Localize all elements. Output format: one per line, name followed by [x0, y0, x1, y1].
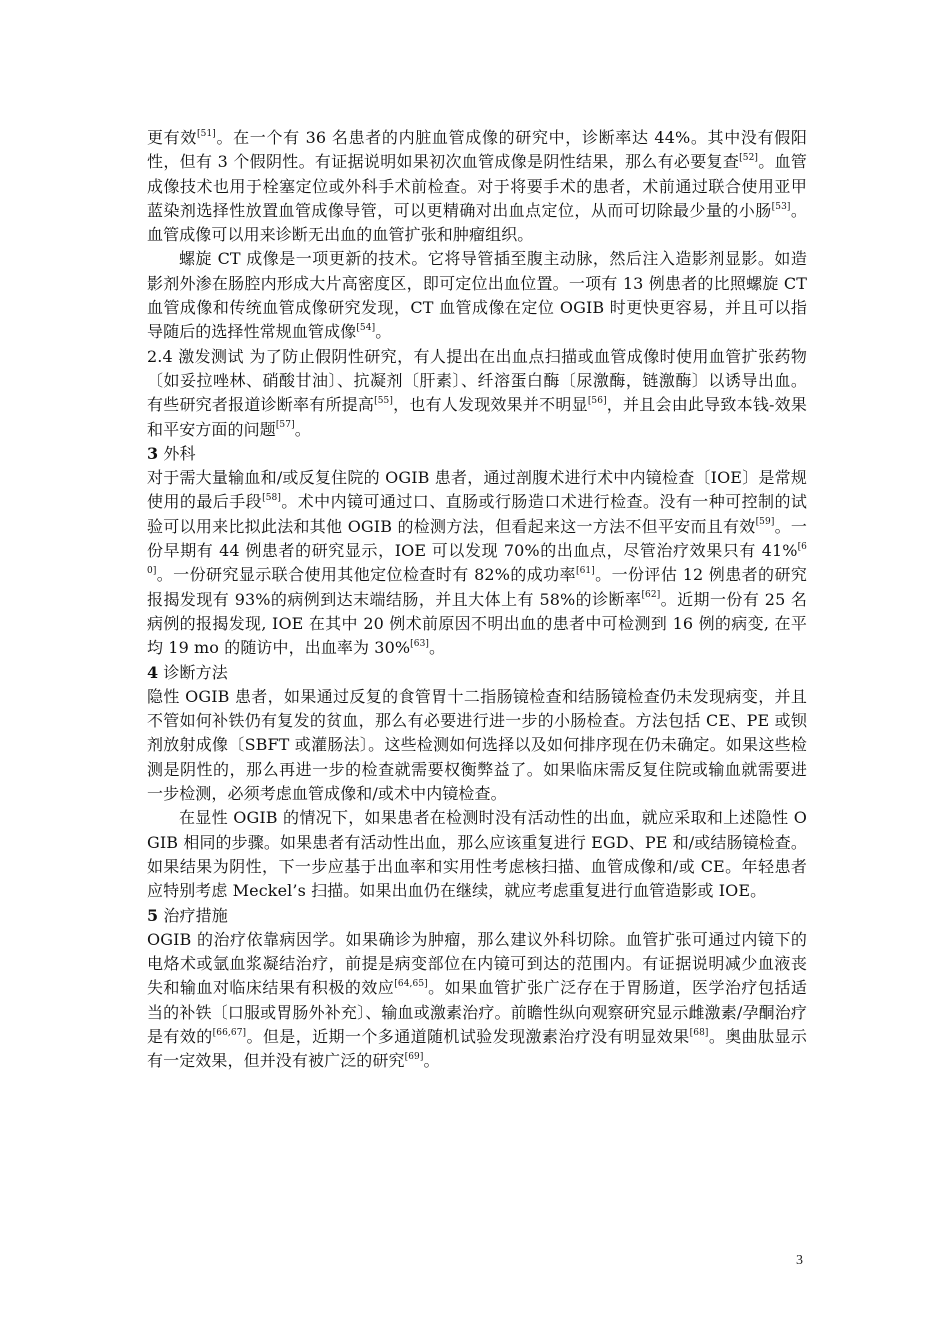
- paragraph: [147, 247, 807, 344]
- paragraph: [147, 928, 807, 1074]
- text-run: 。但是，近期一个多通道随机试验发现激素治疗没有明显效果: [246, 1026, 690, 1046]
- citation-ref: [60]: [147, 541, 807, 577]
- citation-ref: [57]: [275, 420, 295, 431]
- text-run: 。一份早期有 44 例患者的研究显示，IOE 可以发现 70%的出血点，尽管治疗效果只有 41%: [147, 516, 807, 561]
- text-run: 。一份研究显示联合使用其他定位检查时有 82%的成功率: [156, 565, 576, 585]
- section-heading: [147, 661, 807, 685]
- text-run: 。血管成像技术也用于栓塞定位或外科手术前检查。对于将要手术的患者，术前通过联合使用亚甲蓝染剂选择性放置血管成像导管，可以更精确对出血点定位，从而可切除最少量的小肠: [147, 152, 807, 220]
- section-heading: [147, 442, 807, 466]
- text-run: 螺旋 CT 成像是一项更新的技术。它将导管插至腹主动脉，然后注入造影剂显影。如造影剂外渗在肠腔内形成大片高密度区，即可定位出血位置。一项有 13 例患者的比照螺旋 CT 血管成像和传统血管成像研究发现，CT 血管成像在定位 OGIB 时更快更容易，并且可以指导随后的选择性常规血管成像: [147, 249, 807, 342]
- citation-ref: [56]: [587, 395, 607, 406]
- body-text: [147, 126, 807, 1074]
- citation-ref: [59]: [755, 517, 775, 528]
- text-run: 2.4 激发测试 为了防止假阴性研究，有人提出在出血点扫描或血管成像时使用血管扩张药物〔如妥拉唑林、硝酸甘油〕、抗凝剂〔肝素〕、纤溶蛋白酶〔尿激酶，链激酶〕以诱导出血。有些研究者报道诊断率有所提高: [147, 346, 807, 415]
- citation-ref: [63]: [410, 638, 430, 649]
- text-run: 。奥曲肽显示有一定效果，但并没有被广泛的研究: [147, 1026, 807, 1071]
- citation-ref: [52]: [739, 152, 759, 163]
- citation-ref: [58]: [262, 493, 281, 504]
- text-run: 。近期一份有 25 名病例的报揭发现, IOE 在其中 20 例术前原因不明出血的患者中可检测到 16 例的病变, 在平均 19 mo 的随访中，出血率为 30%: [147, 589, 807, 658]
- text-run: 。: [294, 419, 311, 439]
- citation-ref: [61]: [575, 566, 595, 577]
- section-number: 5: [147, 905, 159, 925]
- paragraph: [147, 466, 807, 660]
- text-run: 。如果血管扩张广泛存在于胃肠道，医学治疗包括适当的补铁〔口服或胃肠外补充〕、输血或激素治疗。前瞻性纵向观察研究显示雌激素/孕酮治疗是有效的: [147, 978, 807, 1046]
- text-run: ，也有人发现效果并不明显: [393, 395, 588, 415]
- page-number: 3: [796, 1253, 803, 1268]
- citation-ref: [55]: [374, 395, 393, 406]
- section-heading: [147, 904, 807, 928]
- text-run: 。在一个有 36 名患者的内脏血管成像的研究中，诊断率达 44%。其中没有假阳性，但有 3 个假阴性。有证据说明如果初次血管成像是阴性结果，那么有必要复查: [147, 128, 807, 172]
- text-run: 对于需大量输血和/或反复住院的 OGIB 患者，通过剖腹术进行术中内镜检查〔IOE〕是常规使用的最后手段: [147, 468, 807, 512]
- citation-ref: [62]: [641, 590, 661, 601]
- text-run: 在显性 OGIB 的情况下，如果患者在检测时没有活动性的出血，就应采取和上述隐性 OGIB 相同的步骤。如果患者有活动性出血，那么应该重复进行 EGD、PE 和/或结肠镜检查。如果结果为阴性，下一步应基于出血率和实用性考虑核扫描、血管成像和/或 CE。年轻患者应特别考虑 Meckel’s 扫描。如果出血仍在继续，就应考虑重复进行血管造影或 IOE。: [147, 808, 807, 901]
- paragraph: [147, 126, 807, 247]
- citation-ref: [68]: [689, 1027, 709, 1038]
- section-number: 3: [147, 443, 159, 463]
- citation-ref: [69]: [404, 1051, 424, 1062]
- paragraph: [147, 685, 807, 806]
- paragraph: [147, 806, 807, 903]
- text-run: 。一份评估 12 例患者的研究报揭发现有 93%的病例到达末端结肠，并且大体上有 58%的诊断率: [147, 565, 807, 609]
- section-title: 外科: [158, 443, 196, 463]
- text-run: 隐性 OGIB 患者，如果通过反复的食管胃十二指肠镜检查和结肠镜检查仍未发现病变，并且不管如何补铁仍有复发的贫血，那么有必要进行进一步的小肠检查。方法包括 CE、PE 或钡剂放射成像〔SBFT 或灌肠法〕。这些检测如何选择以及如何排序现在仍未确定。如果这些检测是阴性的，那么再进一步的检查就需要权衡弊益了。如果临床需反复住院或输血就需要进一步检测，必须考虑血管成像和/或术中内镜检查。: [147, 686, 807, 804]
- paragraph: [147, 345, 807, 442]
- text-run: ，并且会由此导致本钱-效果和平安方面的问题: [147, 395, 807, 439]
- section-title: 治疗措施: [158, 905, 228, 925]
- text-run: 更有效: [147, 128, 198, 147]
- citation-ref: [66,67]: [212, 1027, 247, 1038]
- text-run: 。: [423, 1051, 440, 1071]
- citation-ref: [53]: [771, 201, 791, 212]
- citation-ref: [64,65]: [394, 979, 428, 990]
- text-run: 。血管成像可以用来诊断无出血的血管扩张和肿瘤组织。: [147, 200, 807, 245]
- text-run: OGIB 的治疗依靠病因学。如果确诊为肿瘤，那么建议外科切除。血管扩张可通过内镜下的电烙术或氩血浆凝结治疗，前提是病变部位在内镜可到达的范围内。有证据说明减少血液丧失和输血对临床结果有积极的效应: [147, 929, 807, 998]
- citation-ref: [54]: [356, 323, 376, 334]
- text-run: 。: [375, 322, 392, 342]
- text-run: 。术中内镜可通过口、直肠或行肠造口术进行检查。没有一种可控制的试验可以用来比拟此法和其他 OGIB 的检测方法，但看起来这一方法不但平安而且有效: [147, 492, 808, 536]
- text-run: 。: [429, 638, 446, 658]
- citation-ref: [51]: [197, 128, 216, 139]
- section-title: 诊断方法: [158, 662, 228, 682]
- section-number: 4: [147, 662, 159, 682]
